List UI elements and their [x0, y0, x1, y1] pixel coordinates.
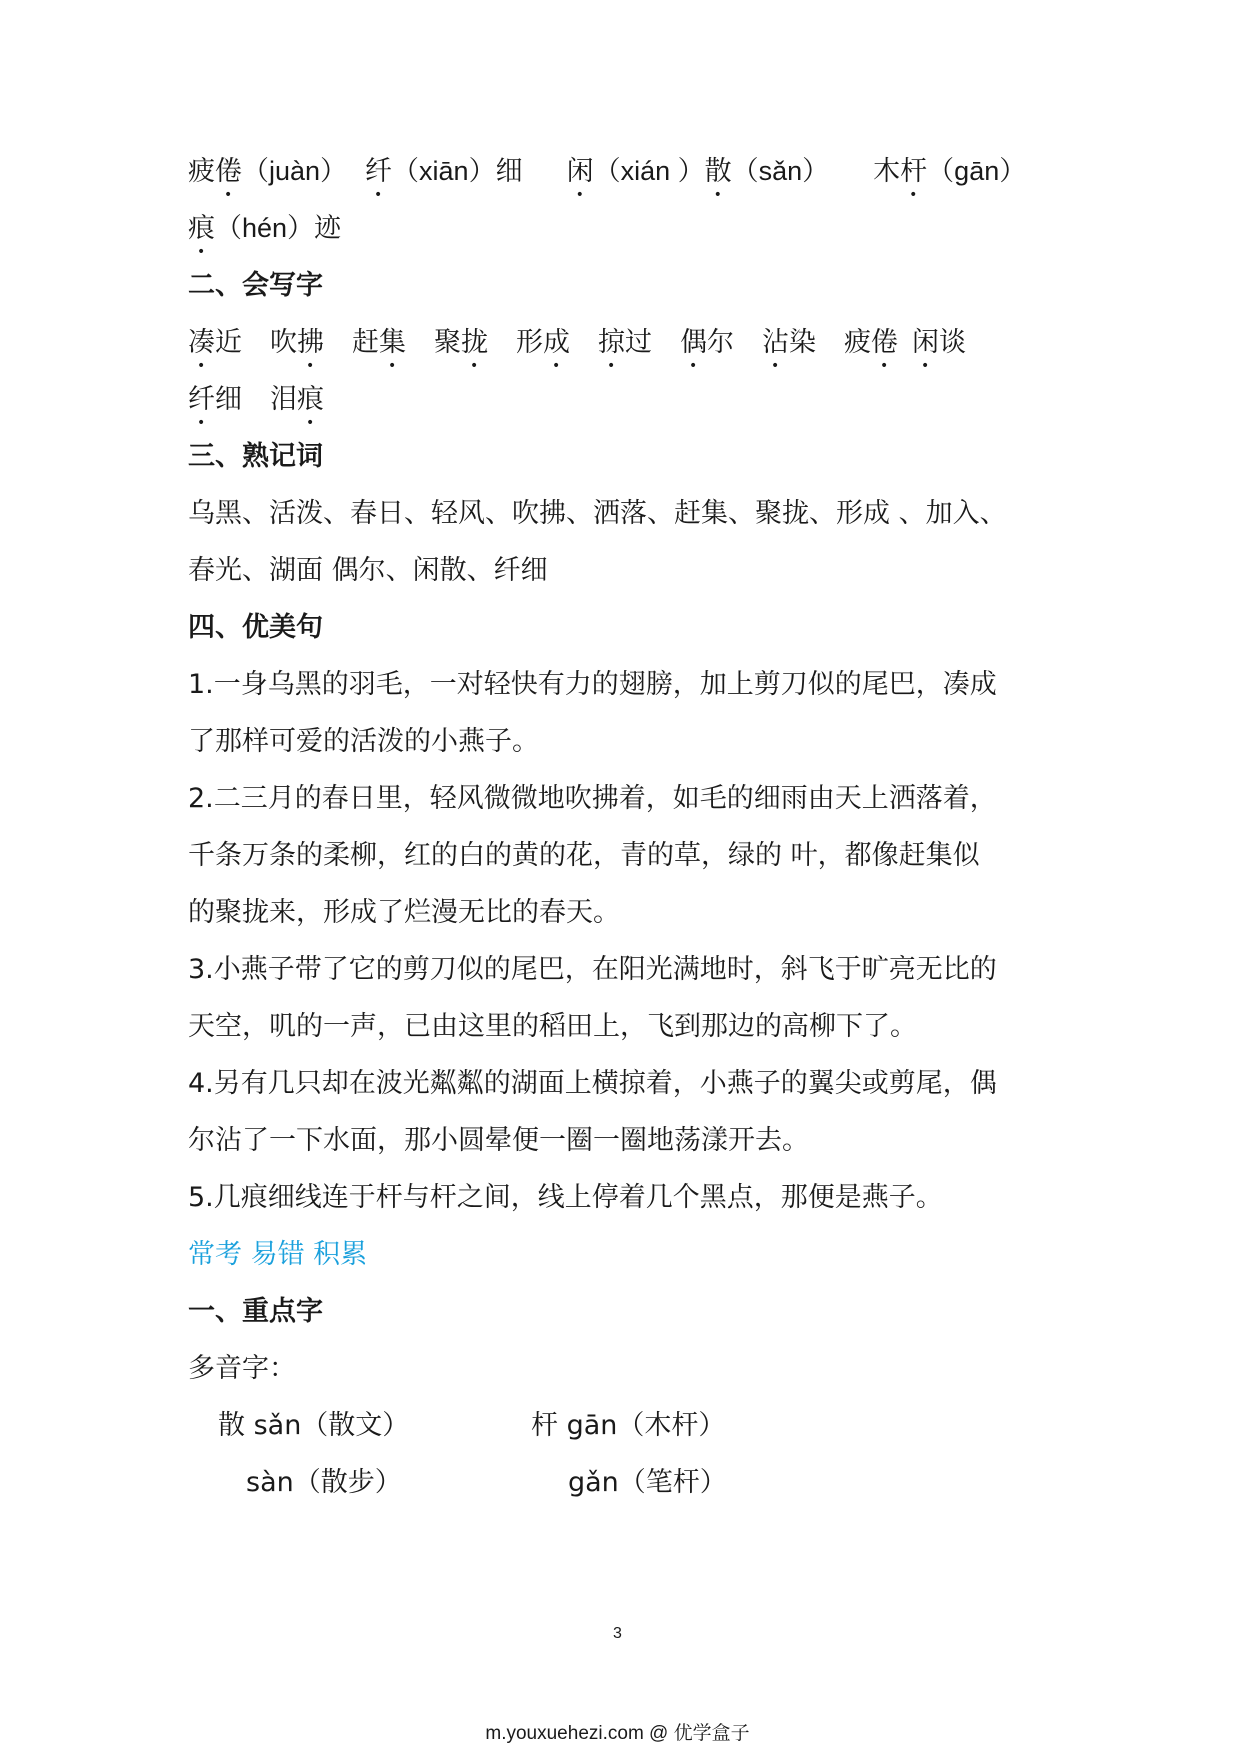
- word-char: 疲: [844, 327, 871, 358]
- word-char-dotted: 散: [704, 156, 732, 187]
- word-char: 过: [625, 327, 652, 358]
- write-word: [598, 327, 652, 358]
- pinyin: （gān）: [927, 156, 1027, 186]
- word-char-dotted: 集: [379, 327, 406, 358]
- write-words-row-2: [188, 371, 1058, 428]
- page-content: [188, 143, 1058, 1511]
- word-char-dotted: 痕: [188, 213, 215, 244]
- pinyin: （xiān）: [392, 156, 496, 186]
- pinyin: （juàn）: [242, 156, 348, 186]
- accumulation-title: 常考 易错 积累: [188, 1239, 368, 1270]
- polyphonic-san-2: sàn（散步）: [246, 1467, 402, 1498]
- page-number: 3: [613, 1625, 622, 1642]
- polyphonic-gan-1: 杆 gān（木杆）: [531, 1410, 726, 1441]
- pinyin: （hén）: [215, 213, 315, 243]
- memorize-words-line-2: 春光、湖面 偶尔、闲散、纤细: [188, 555, 548, 586]
- sentence-line: 4.另有几只却在波光粼粼的湖面上横掠着，小燕子的翼尖或剪尾，偶: [188, 1068, 997, 1099]
- sentence-line: 1.一身乌黑的羽毛，一对轻快有力的翅膀，加上剪刀似的尾巴，凑成: [188, 669, 997, 700]
- word-char-dotted: 偶: [680, 327, 707, 358]
- word-char: 细: [495, 156, 523, 187]
- word-char: 近: [215, 327, 242, 358]
- word-char-dotted: 沾: [762, 327, 789, 358]
- word-char-dotted: 成: [543, 327, 570, 358]
- read-words-line-1: [188, 143, 1058, 200]
- word-char-dotted: 痕: [297, 384, 324, 415]
- word-char: 谈: [939, 327, 966, 358]
- section-heading-sentences: 四、优美句: [188, 612, 323, 643]
- write-word: [912, 327, 966, 358]
- polyphonic-san-1: 散 sǎn（散文）: [218, 1410, 410, 1441]
- word-char: 泪: [270, 384, 297, 415]
- sentence-line: 的聚拢来，形成了烂漫无比的春天。: [188, 897, 620, 928]
- word-char: 聚: [434, 327, 461, 358]
- write-word: [844, 327, 898, 358]
- section-heading-key-chars: 一、重点字: [188, 1296, 323, 1327]
- polyphonic-row-1: [188, 1397, 1058, 1454]
- word-char: 迹: [314, 213, 342, 244]
- memorize-words-line-1: 乌黑、活泼、春日、轻风、吹拂、洒落、赶集、聚拢、形成 、加入、: [188, 498, 1007, 529]
- write-word: [680, 327, 734, 358]
- sentence-line: 了那样可爱的活泼的小燕子。: [188, 726, 539, 757]
- write-word: [188, 384, 242, 415]
- word-char-dotted: 倦: [871, 327, 898, 358]
- footer-watermark: m.youxuehezi.com @ 优学盒子: [485, 1723, 750, 1744]
- sentence-line: 3.小燕子带了它的剪刀似的尾巴，在阳光满地时，斜飞于旷亮无比的: [188, 954, 997, 985]
- word-char-dotted: 掠: [598, 327, 625, 358]
- sentence-line: 5.几痕细线连于杆与杆之间，线上停着几个黑点，那便是燕子。: [188, 1182, 943, 1213]
- word-char-dotted: 闲: [566, 156, 594, 187]
- word-char-dotted: 纤: [188, 384, 215, 415]
- polyphonic-subheading: 多音字：: [188, 1353, 296, 1384]
- write-word: [762, 327, 816, 358]
- word-char-dotted: 纤: [365, 156, 393, 187]
- polyphonic-gan-2: gǎn（笔杆）: [568, 1467, 727, 1498]
- pinyin: （xián ）: [593, 156, 705, 186]
- polyphonic-row-2: [188, 1454, 1058, 1511]
- write-word: [270, 327, 324, 358]
- word-char: 木: [873, 156, 901, 187]
- sentence-line: 千条万条的柔柳，红的白的黄的花，青的草，绿的 叶，都像赶集似: [188, 840, 980, 871]
- word-char-dotted: 杆: [900, 156, 928, 187]
- section-heading-memorize: 三、熟记词: [188, 441, 323, 472]
- word-char: 赶: [352, 327, 379, 358]
- word-char: 疲: [188, 156, 215, 187]
- word-char-dotted: 凑: [188, 327, 215, 358]
- word-char-dotted: 倦: [215, 156, 242, 187]
- section-heading-write: 二、会写字: [188, 270, 323, 301]
- write-word: [434, 327, 488, 358]
- word-char: 吹: [270, 327, 297, 358]
- word-char-dotted: 拂: [297, 327, 324, 358]
- word-char: 尔: [707, 327, 734, 358]
- sentence-line: 天空，叽的一声，已由这里的稻田上，飞到那边的高柳下了。: [188, 1011, 917, 1042]
- word-char: 细: [215, 384, 242, 415]
- pinyin: （sǎn）: [731, 156, 830, 186]
- write-word: [270, 384, 324, 415]
- word-char: 染: [789, 327, 816, 358]
- sentence-line: 2.二三月的春日里，轻风微微地吹拂着，如毛的细雨由天上洒落着，: [188, 783, 997, 814]
- write-word: [516, 327, 570, 358]
- write-word: [188, 327, 242, 358]
- write-words-row-1: [188, 314, 1058, 371]
- sentence-line: 尔沾了一下水面，那小圆晕便一圈一圈地荡漾开去。: [188, 1125, 809, 1156]
- word-char-dotted: 拢: [461, 327, 488, 358]
- word-char: 形: [516, 327, 543, 358]
- word-char-dotted: 闲: [912, 327, 939, 358]
- write-word: [352, 327, 406, 358]
- read-words-line-2: [188, 200, 1058, 257]
